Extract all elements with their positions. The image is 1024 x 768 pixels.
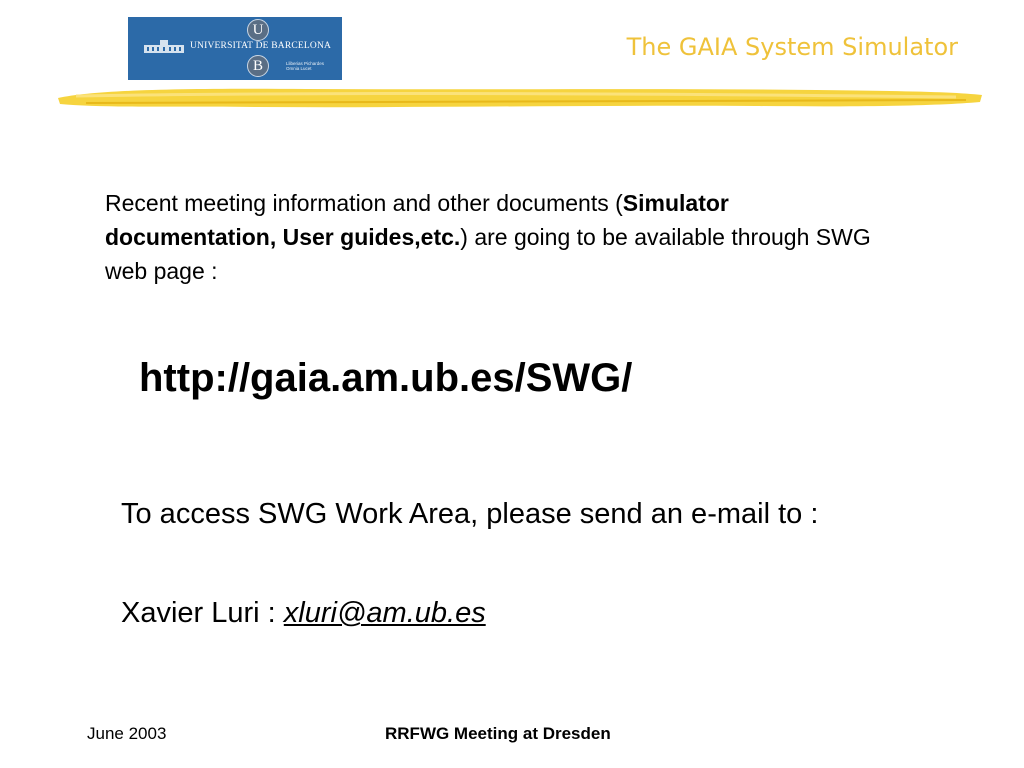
- contact-name: Xavier Luri :: [121, 597, 284, 629]
- intro-bold-text: Simulator documentation, User guides,etc.: [105, 190, 729, 250]
- university-name: UNIVERSITAT DE BARCELONA: [190, 41, 332, 51]
- logo-motto: Lliberias Pichardes Omnia Lucet: [286, 61, 325, 71]
- footer-event: RRFWG Meeting at Dresden: [385, 724, 611, 743]
- page-title: The GAIA System Simulator: [626, 33, 958, 61]
- yellow-brush-stroke: [56, 80, 984, 116]
- building-icon: [144, 39, 184, 53]
- footer-date: June 2003: [87, 724, 167, 743]
- contact-email-link[interactable]: xluri@am.ub.es: [283, 597, 486, 629]
- access-instructions: To access SWG Work Area, please send an e-mail to :: [121, 498, 819, 530]
- intro-paragraph: Recent meeting information and other documents (Simulator documentation, User guides,etc.) are going to be available through SWG web page :: [105, 190, 871, 284]
- swg-url-link[interactable]: http://gaia.am.ub.es/SWG/: [139, 356, 633, 400]
- logo-letter-u: U: [247, 19, 269, 41]
- university-logo: [128, 17, 342, 80]
- logo-letter-b: B: [247, 55, 269, 77]
- contact-line: [121, 597, 486, 630]
